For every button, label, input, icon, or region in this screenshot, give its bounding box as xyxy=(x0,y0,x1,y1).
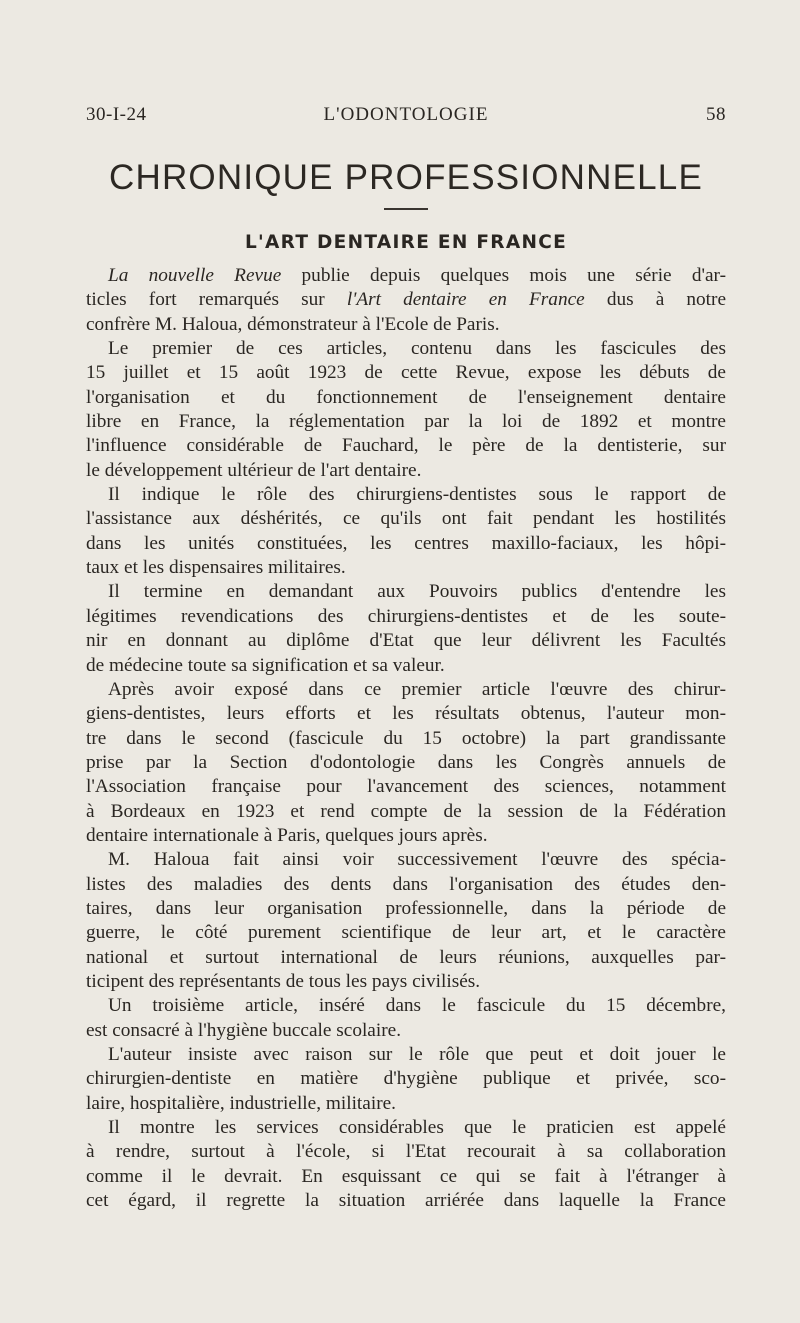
article-body xyxy=(86,264,726,1213)
text-line xyxy=(86,288,726,312)
line-text: M. Haloua fait ainsi voir successivement l'œuvre des spécia- xyxy=(108,849,726,871)
text-line xyxy=(86,410,726,434)
line-text: ticipent des représentants de tous les pays civilisés. xyxy=(86,970,481,992)
italic-text: l'Art dentaire en France xyxy=(346,289,585,311)
line-text: cet égard, il regrette la situation arriérée dans laquelle la France xyxy=(86,1190,726,1212)
text-line xyxy=(86,556,726,580)
text-line xyxy=(86,434,726,458)
line-text: confrère M. Haloua, démonstrateur à l'Ecole de Paris. xyxy=(86,313,500,335)
text-line xyxy=(86,605,726,629)
text-line xyxy=(86,824,726,848)
line-text: L'auteur insiste avec raison sur le rôle que peut et doit jouer le xyxy=(108,1044,726,1065)
text-line xyxy=(86,751,726,775)
document-page xyxy=(86,104,726,1213)
text-line xyxy=(86,580,726,604)
line-text: giens-dentistes, leurs efforts et les résultats obtenus, l'auteur mon- xyxy=(86,703,726,725)
line-text: l'assistance aux déshérités, ce qu'ils ont fait pendant les hostilités xyxy=(86,508,726,530)
line-text: l'organisation et du fonctionnement de l'enseignement dentaire xyxy=(86,386,726,408)
line-text: 15 juillet et 15 août 1923 de cette Revue, expose les débuts de xyxy=(86,362,726,384)
text-line xyxy=(86,727,726,751)
text-line xyxy=(86,1019,726,1043)
text-line xyxy=(86,873,726,897)
line-text: de médecine toute sa signification et sa valeur. xyxy=(86,654,445,676)
text-line xyxy=(86,1043,726,1067)
journal-name: L'ODONTOLOGIE xyxy=(323,104,489,125)
text-line xyxy=(86,337,726,361)
page-number: 58 xyxy=(706,104,726,125)
text-line xyxy=(86,897,726,921)
running-head xyxy=(86,104,726,134)
text-line xyxy=(86,483,726,507)
text-line xyxy=(86,532,726,556)
line-text: ticles fort remarqués sur xyxy=(86,289,347,311)
text-line xyxy=(86,848,726,872)
text-line xyxy=(86,1165,726,1189)
text-line xyxy=(86,800,726,824)
title-divider xyxy=(384,208,428,210)
line-text: l'Association française pour l'avancement des sciences, notamment xyxy=(86,776,726,798)
text-line xyxy=(86,1189,726,1213)
line-text: tre dans le second (fascicule du 15 octobre) la part grandissante xyxy=(86,727,726,749)
text-line xyxy=(86,313,726,337)
line-text: taires, dans leur organisation professionnelle, dans la période de xyxy=(86,897,726,919)
line-text: comme il le devrait. En esquissant ce qui se fait à l'étranger à xyxy=(86,1165,726,1187)
text-line xyxy=(86,386,726,410)
text-line xyxy=(86,921,726,945)
line-text: Après avoir exposé dans ce premier article l'œuvre des chirur- xyxy=(108,678,726,700)
line-text: libre en France, la réglementation par la loi de 1892 et montre xyxy=(86,411,726,433)
line-text: à Bordeaux en 1923 et rend compte de la session de la Fédération xyxy=(86,800,726,822)
line-text: taux et les dispensaires militaires. xyxy=(86,557,346,579)
line-text: dentaire internationale à Paris, quelques jours après. xyxy=(86,824,488,846)
line-text: l'influence considérable de Fauchard, le père de la dentisterie, sur xyxy=(86,435,726,457)
text-line xyxy=(86,264,726,288)
text-line xyxy=(86,1116,726,1140)
text-line xyxy=(86,775,726,799)
line-text: national et surtout international de leurs réunions, auxquelles par- xyxy=(86,946,726,968)
line-text: laire, hospitalière, industrielle, militaire. xyxy=(86,1092,397,1114)
text-line xyxy=(86,507,726,531)
section-title: CHRONIQUE PROFESSIONNELLE xyxy=(109,158,703,197)
text-line xyxy=(86,1092,726,1116)
line-text: chirurgien-dentiste en matière d'hygiène publique et privée, sco- xyxy=(86,1068,726,1090)
line-text: guerre, le côté purement scientifique de leur art, et le caractère xyxy=(86,922,726,944)
line-text: Le premier de ces articles, contenu dans les fascicules des xyxy=(108,338,726,360)
text-line xyxy=(86,1067,726,1091)
line-text: à rendre, surtout à l'école, si l'Etat recourait à sa collaboration xyxy=(86,1141,726,1163)
text-line xyxy=(86,994,726,1018)
line-text: nir en donnant au diplôme d'Etat que leur délivrent les Facultés xyxy=(86,630,726,652)
text-line xyxy=(86,1140,726,1164)
line-text: Un troisième article, inséré dans le fascicule du 15 décembre, xyxy=(108,995,726,1017)
line-text: publie depuis quelques mois une série d'ar- xyxy=(281,265,726,286)
line-text: dans les unités constituées, les centres maxillo-faciaux, les hôpi- xyxy=(86,532,726,554)
text-line xyxy=(86,702,726,726)
issue-date: 30-I-24 xyxy=(86,104,147,125)
line-text: Il montre les services considérables que le praticien est appelé xyxy=(108,1117,726,1139)
line-text: Il termine en demandant aux Pouvoirs publics d'entendre les xyxy=(108,581,726,603)
text-line xyxy=(86,654,726,678)
article-title: L'ART DENTAIRE EN FRANCE xyxy=(244,232,568,253)
line-text: légitimes revendications des chirurgiens-dentistes et de les soute- xyxy=(86,605,726,627)
line-text-tail: dus à notre xyxy=(584,289,727,311)
line-text: prise par la Section d'odontologie dans les Congrès annuels de xyxy=(86,751,726,773)
text-line xyxy=(86,459,726,483)
text-line xyxy=(86,970,726,994)
text-line xyxy=(86,678,726,702)
line-text: Il indique le rôle des chirurgiens-dentistes sous le rapport de xyxy=(108,484,726,506)
line-text: est consacré à l'hygiène buccale scolaire. xyxy=(86,1019,402,1041)
text-line xyxy=(86,629,726,653)
italic-text: La nouvelle Revue xyxy=(108,265,282,286)
text-line xyxy=(86,361,726,385)
text-line xyxy=(86,946,726,970)
line-text: le développement ultérieur de l'art dentaire. xyxy=(86,459,422,481)
line-text: listes des maladies des dents dans l'organisation des études den- xyxy=(86,873,726,895)
